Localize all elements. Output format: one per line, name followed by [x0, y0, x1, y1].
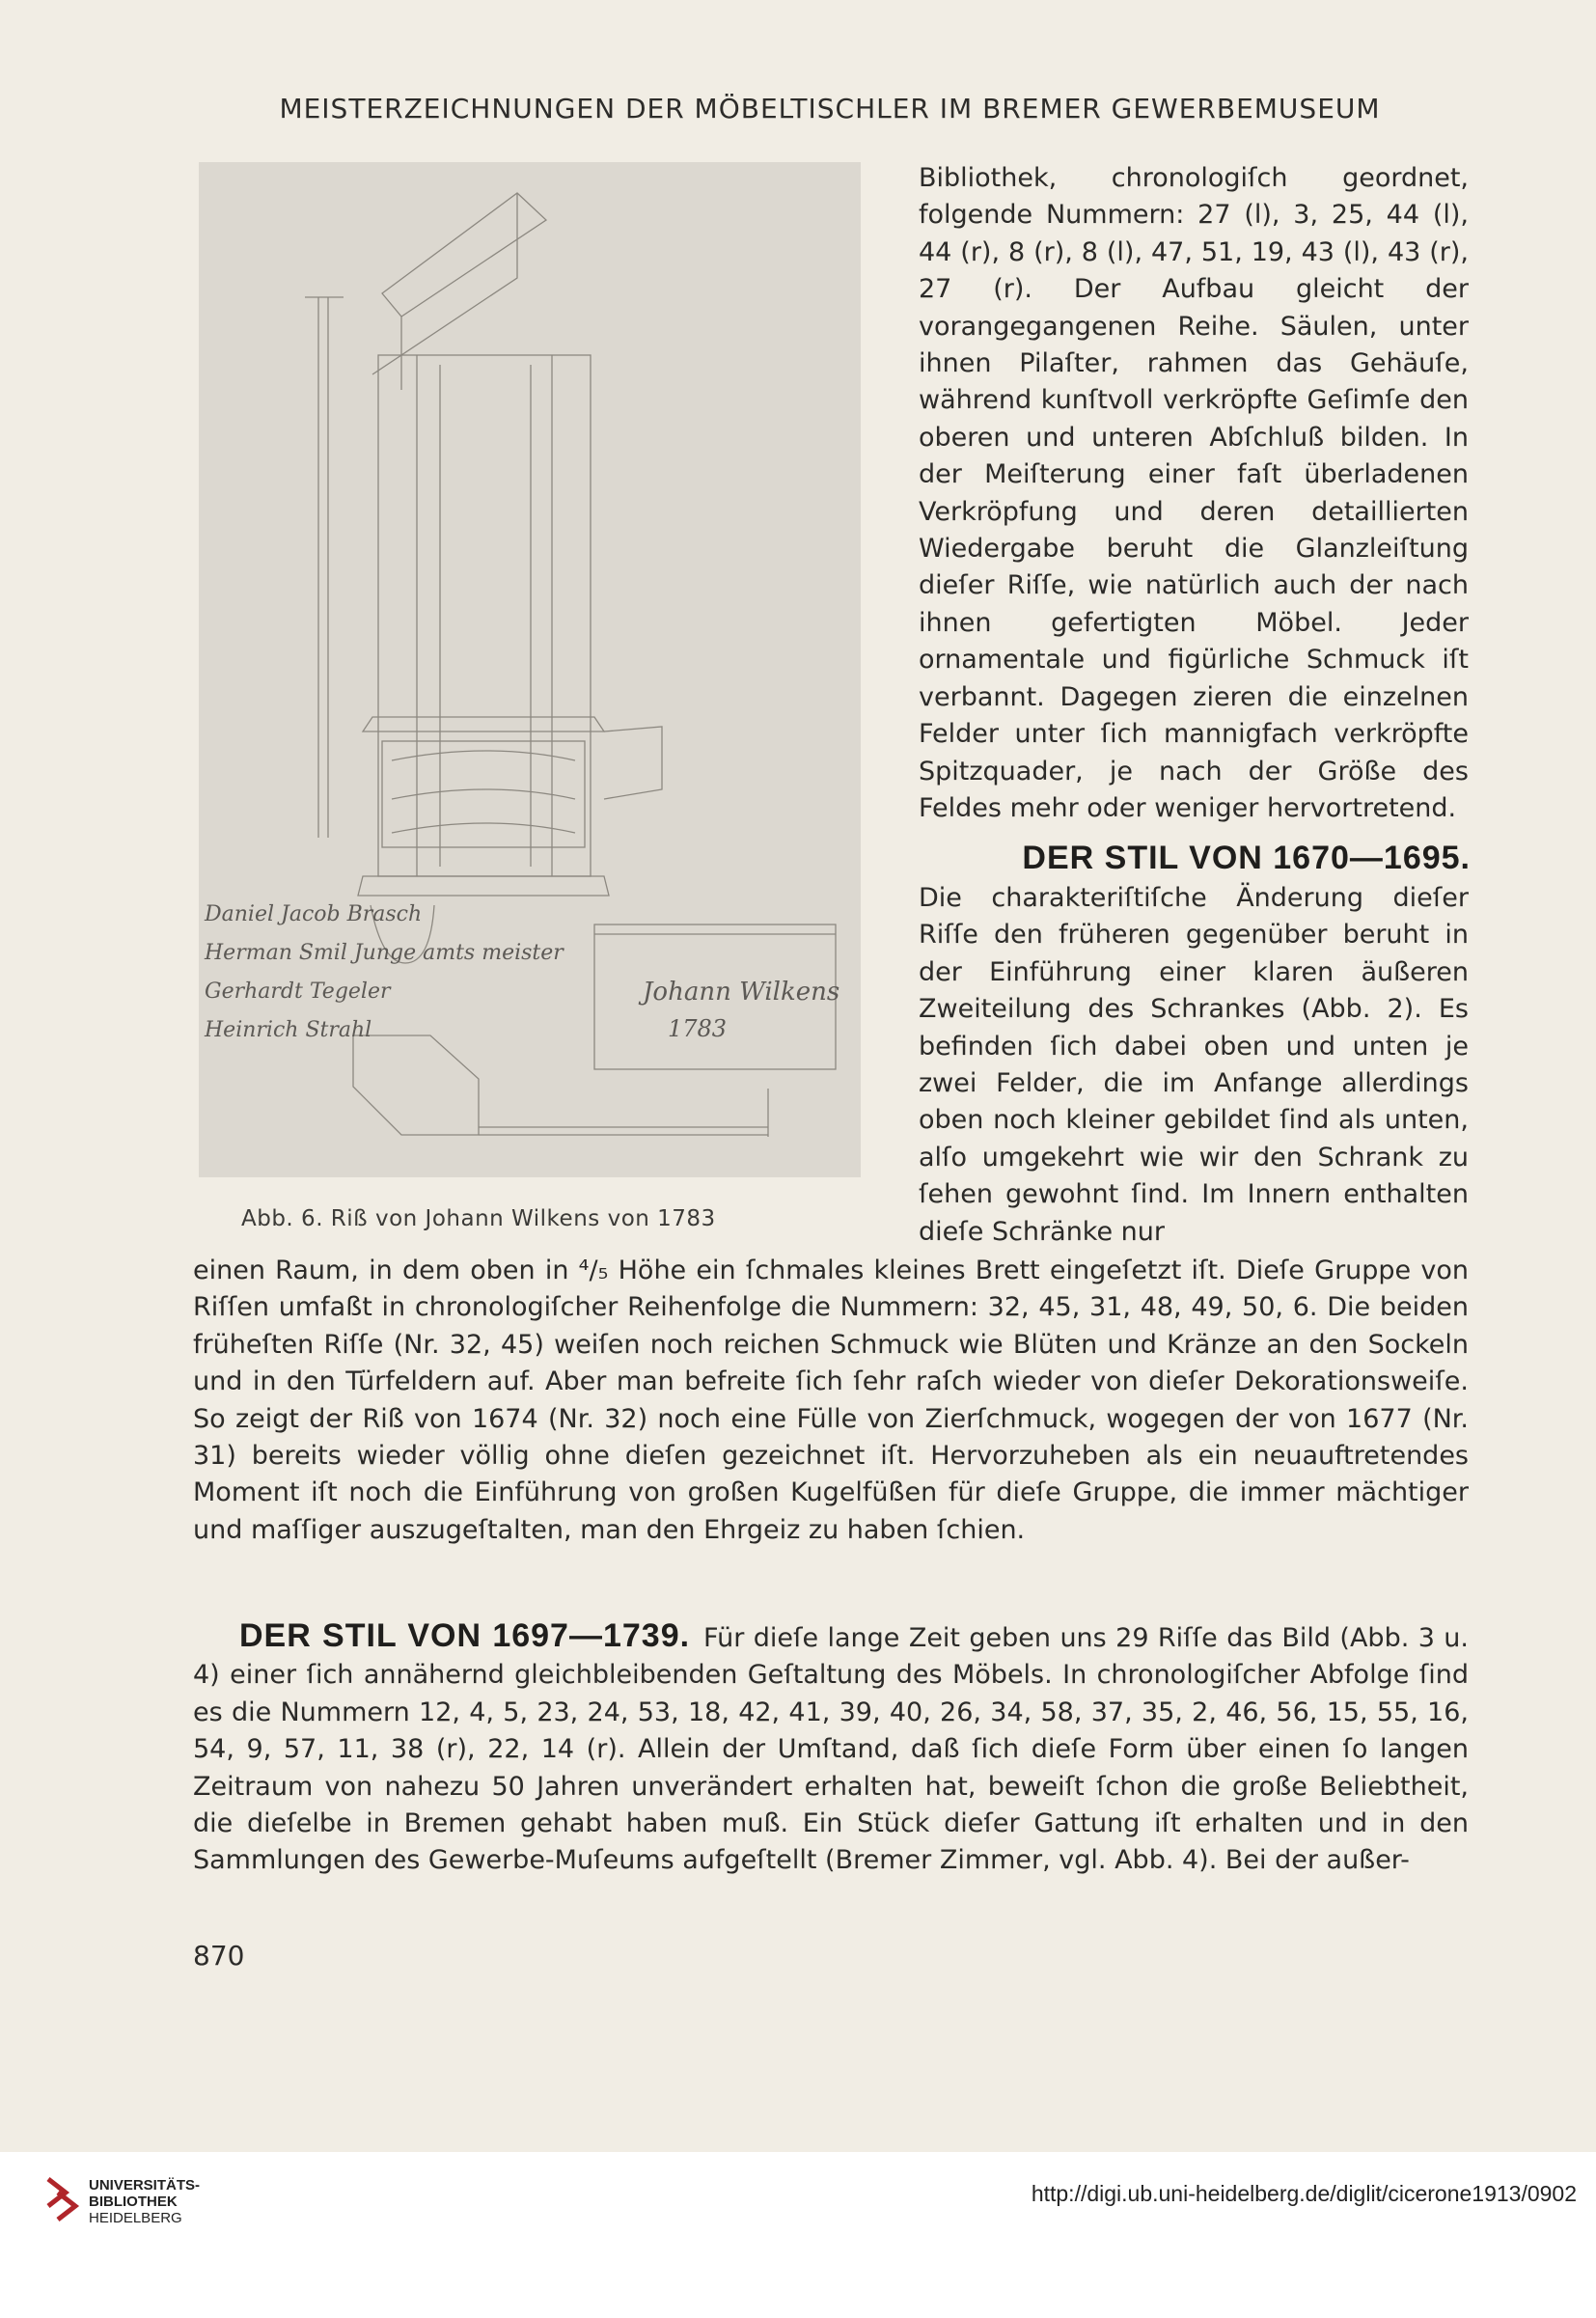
library-name-line: BIBLIOTHEK [89, 2194, 178, 2210]
section-heading-1670: DER STIL VON 1670—1695. [1022, 840, 1471, 876]
paragraph-1: Bibliothek, chronologiſch geordnet, folgende Nummern: 27 (l), 3, 25, 44 (l), 44 (r), 8 (r), 8 (l), 47, 51, 19, 43 (l), 43 (r), 27 (r). Der Aufbau gleicht der vorangegangenen Reihe. Säulen, unter ihnen Pilaſter, rahmen das Gehäuſe, während kunſtvoll verkröpfte Geſimſe den oberen und unteren Abſchluß bilden. In der Meiſterung einer faſt überladenen Verkröpfung und deren detaillierten Wiedergabe beruht die Glanzleiſtung dieſer Riſſe, wie natürlich auch der nach ihnen gefertigten Möbel. Jeder ornamentale und figürliche Schmuck iſt verbannt. Dagegen zieren die einzelnen Felder unter ſich mannigfach verkröpfte Spitzquader, je nach der Größe des Feldes mehr oder weniger hervortretend. [919, 163, 1469, 823]
figure-caption: Abb. 6. Riß von Johann Wilkens von 1783 [241, 1206, 716, 1231]
running-head: MEISTERZEICHNUNGEN DER MÖBELTISCHLER IM BREMER GEWERBEMUSEUM [279, 93, 1381, 124]
paragraph-2: Die charakteriſtiſche Änderung dieſer Riſſe den früheren gegenüber beruht in der Einführung einer klaren äußeren Zweiteilung des Schrankes (Abb. 2). Es befinden ſich dabei oben und unten je zwei Felder, die im Anfange allerdings oben noch kleiner gebildet ſind als unten, alſo umgekehrt wie wir den Schrank zu ſehen gewohnt ſind. Im Innern enthalten dieſe Schränke nur [919, 883, 1469, 1247]
university-library-logo-icon [44, 2175, 81, 2227]
paragraph-3: einen Raum, in dem oben in ⁴/₅ Höhe ein ſchmales kleines Brett eingeſetzt iſt. Dieſe Gruppe von Riſſen umfaßt in chronologiſcher Reihenfolge die Nummern: 32, 45, 31, 48, 49, 50, 6. Die beiden früheſten Riſſe (Nr. 32, 45) weiſen noch reichen Schmuck wie Blüten und Kränze an den Sockeln und in den Türfeldern auf. Aber man befreite ſich ſehr raſch wieder von dieſer Dekorationsweiſe. So zeigt der Riß von 1674 (Nr. 32) noch eine Fülle von Zierſchmuck, wogegen der von 1677 (Nr. 31) bereits wieder völlig ohne dieſen gezeichnet iſt. Hervorzuheben als ein neuauftretendes Moment iſt noch die Einführung von großen Kugelfüßen für dieſe Gruppe, die immer mächtiger und maſſiger auszugeſtalten, man den Ehrgeiz zu haben ſchien. [193, 1256, 1469, 1545]
signature-line: Heinrich Strahl [205, 1018, 372, 1042]
signature-line: Daniel Jacob Brasch [205, 902, 423, 926]
footer-bar [0, 2152, 1596, 2318]
inscription-name: Johann Wilkens [643, 978, 840, 1007]
signature-line: Gerhardt Tegeler [205, 980, 391, 1004]
signature-line: Herman Smil Junge amts meister [205, 941, 564, 965]
cabinet-drawing-illustration [199, 162, 861, 1177]
source-url-link[interactable]: http://digi.ub.uni-heidelberg.de/diglit/cicerone1913/0902 [1031, 2181, 1577, 2206]
inscription-year: 1783 [668, 1015, 728, 1042]
paragraph-4: Für dieſe lange Zeit geben uns 29 Riſſe das Bild (Abb. 3 u. 4) einer ſich annähernd gleichbleibenden Geſtaltung des Möbels. In chronologiſcher Abfolge ſind es die Nummern 12, 4, 5, 23, 24, 53, 18, 42, 41, 39, 40, 26, 34, 58, 37, 35, 2, 46, 56, 15, 55, 16, 54, 9, 57, 11, 38 (r), 22, 14 (r). Allein der Umſtand, daß ſich dieſe Form über einen ſo langen Zeitraum von nahezu 50 Jahren unverändert erhalten hat, beweiſt ſchon die große Beliebtheit, die dieſelbe in Bremen gehabt haben muß. Ein Stück dieſer Gattung iſt erhalten und in den Sammlungen des Gewerbe-Muſeums aufgeſtellt (Bremer Zimmer, vgl. Abb. 4). Bei der außer- [193, 1623, 1469, 1876]
figure-drawing [199, 162, 861, 1177]
library-name-line: HEIDELBERG [89, 2210, 182, 2226]
paragraph-4-block [193, 1617, 1469, 1880]
library-name-line: UNIVERSITÄTS- [89, 2177, 201, 2194]
library-name [89, 2177, 200, 2226]
page-number: 870 [193, 1940, 245, 1972]
section-heading-1697: DER STIL VON 1697—1739. [239, 1617, 691, 1654]
